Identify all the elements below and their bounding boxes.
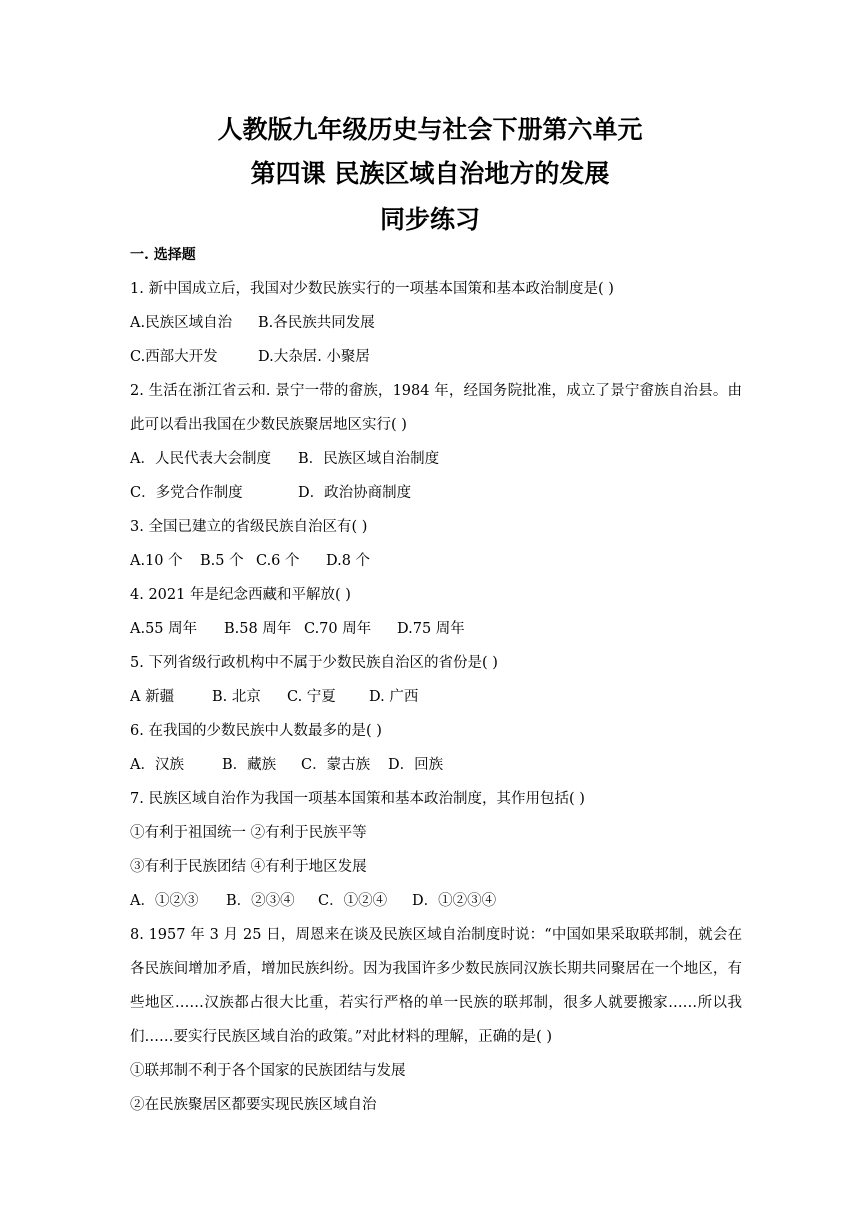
option-b: B. 北京 <box>212 689 261 705</box>
option-row <box>130 442 742 476</box>
option-row <box>130 612 742 646</box>
question-stem: 1. 新中国成立后，我国对少数民族实行的一项基本国策和基本政治制度是( ) <box>130 281 614 297</box>
statement-row: ②在民族聚居区都要实现民族区域自治 <box>130 1097 377 1113</box>
option-a: A 新疆 <box>130 689 175 705</box>
title-line-2: 第四课 民族区域自治地方的发展 <box>250 159 610 188</box>
title-line-3: 同步练习 <box>379 205 480 234</box>
option-row <box>130 544 742 578</box>
option-c: C.6 个 <box>256 553 300 569</box>
option-b: B.58 周年 <box>224 621 292 637</box>
option-d: D.8 个 <box>326 553 371 569</box>
option-c: C．蒙古族 <box>301 757 371 773</box>
option-d: D．政治协商制度 <box>298 485 412 501</box>
question-stem: 2. 生活在浙江省云和. 景宁一带的畲族，1984 年，经国务院批准，成立了景宁畲族自治县。由此可以看出我国在少数民族聚居地区实行( ) <box>130 383 742 433</box>
option-d: D.大杂居. 小聚居 <box>258 349 370 365</box>
option-c: C.西部大开发 <box>130 349 218 365</box>
option-row <box>130 476 742 510</box>
section-heading: 一. 选择题 <box>130 247 196 263</box>
option-d: D．回族 <box>388 757 444 773</box>
option-b: B.各民族共同发展 <box>258 315 375 331</box>
option-c: C. 宁夏 <box>287 689 336 705</box>
option-row <box>130 884 742 918</box>
statement-row: ①联邦制不利于各个国家的民族团结与发展 <box>130 1063 406 1079</box>
statement-row: ③有利于民族团结 ④有利于地区发展 <box>130 859 367 875</box>
option-b: B.5 个 <box>200 553 244 569</box>
option-c: C.70 周年 <box>304 621 372 637</box>
question-stem: 6. 在我国的少数民族中人数最多的是( ) <box>130 723 382 739</box>
statement-row: ①有利于祖国统一 ②有利于民族平等 <box>130 825 367 841</box>
question-list <box>130 238 742 1122</box>
option-a: A.55 周年 <box>130 621 198 637</box>
option-a: A．人民代表大会制度 <box>130 451 271 467</box>
option-d: D.75 周年 <box>397 621 465 637</box>
question-stem: 5. 下列省级行政机构中不属于少数民族自治区的省份是( ) <box>130 655 498 671</box>
option-b: B．②③④ <box>226 893 295 909</box>
option-c: C．①②④ <box>318 893 388 909</box>
option-b: B．民族区域自治制度 <box>298 451 440 467</box>
option-row <box>130 680 742 714</box>
title-line-1: 人教版九年级历史与社会下册第六单元 <box>217 115 643 144</box>
question-stem: 8. 1957 年 3 月 25 日，周恩来在谈及民族区域自治制度时说：“中国如果采取联邦制，就会在各民族间增加矛盾，增加民族纠纷。因为我国许多少数民族同汉族长期共同聚居在一个地区，有些地区……汉族都占很大比重，若实行严格的单一民族的联邦制，很多人就要搬家……所以我们……要实行民族区域自治的政策。”对此材料的理解，正确的是( ) <box>130 927 742 1045</box>
option-a: A.民族区域自治 <box>130 315 233 331</box>
option-d: D．①②③④ <box>412 893 497 909</box>
option-d: D. 广西 <box>369 689 419 705</box>
option-a: A．①②③ <box>130 893 199 909</box>
question-stem: 3. 全国已建立的省级民族自治区有( ) <box>130 519 368 535</box>
option-a: A．汉族 <box>130 757 184 773</box>
option-a: A.10 个 <box>130 553 183 569</box>
option-row <box>130 340 742 374</box>
question-stem: 4. 2021 年是纪念西藏和平解放( ) <box>130 587 351 603</box>
document-title <box>0 108 860 242</box>
option-row <box>130 306 742 340</box>
option-b: B．藏族 <box>222 757 277 773</box>
option-row <box>130 748 742 782</box>
option-c: C．多党合作制度 <box>130 485 243 501</box>
question-stem: 7. 民族区域自治作为我国一项基本国策和基本政治制度，其作用包括( ) <box>130 791 585 807</box>
